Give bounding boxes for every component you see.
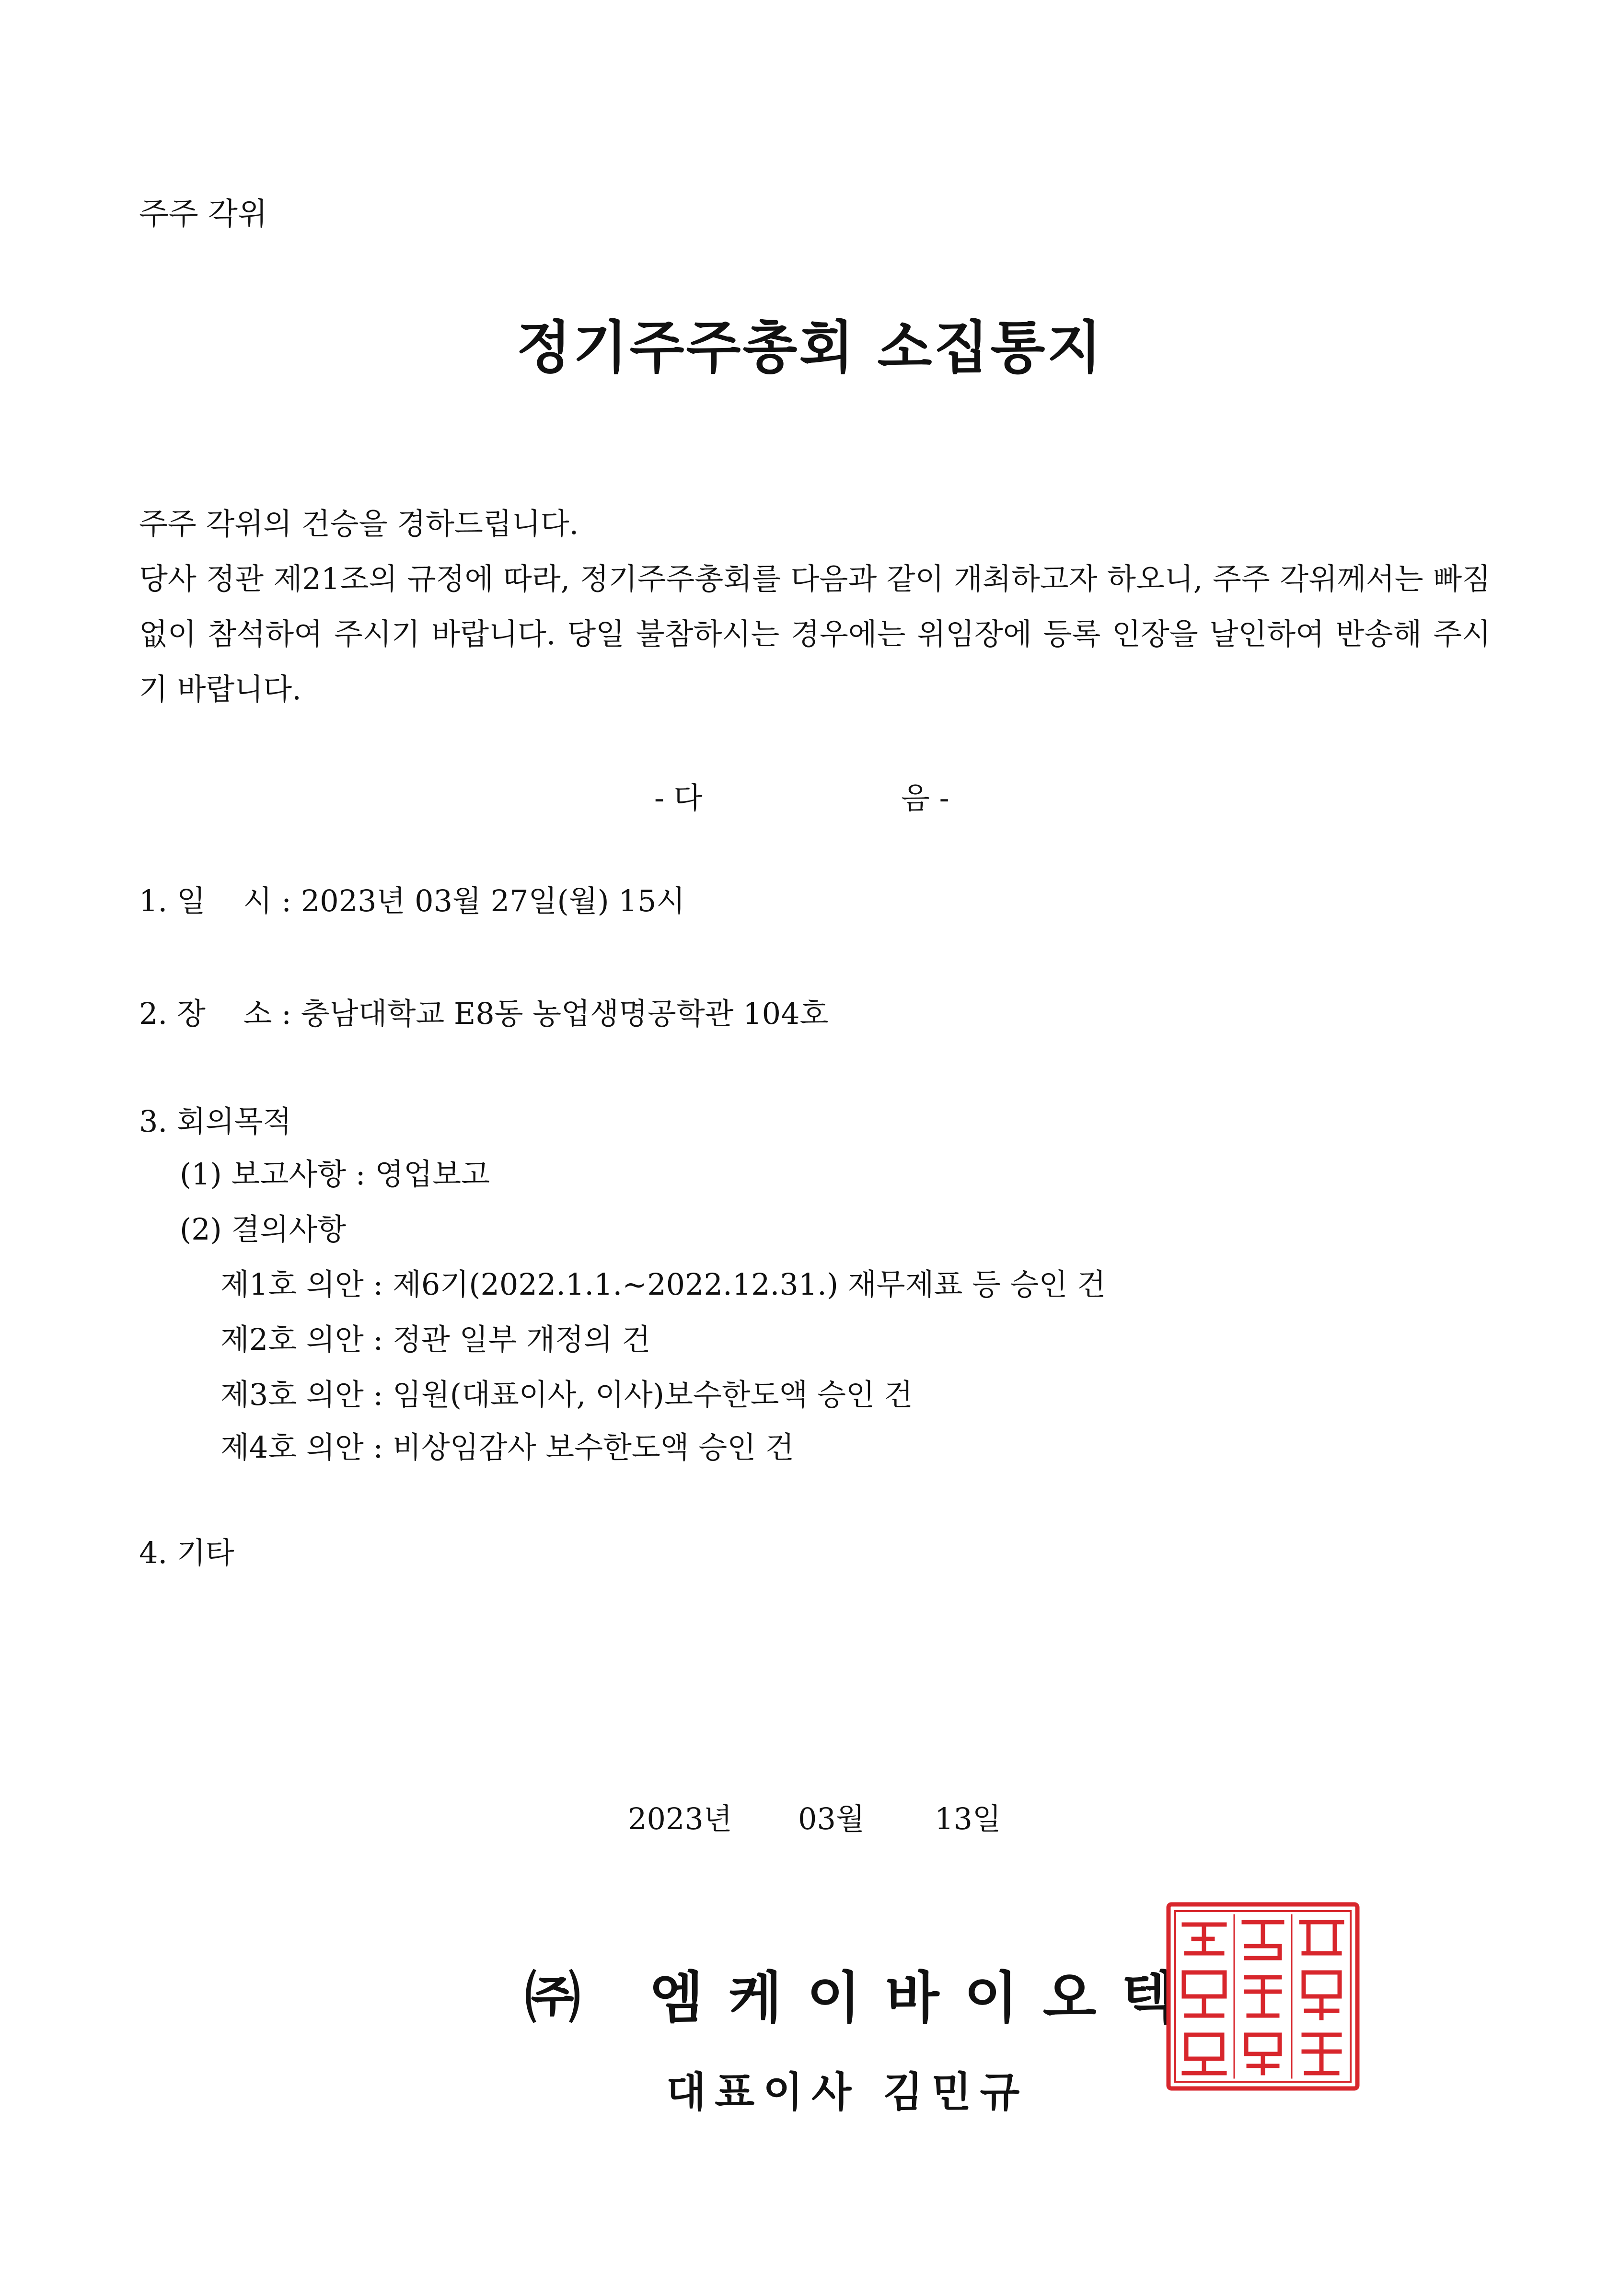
agenda-item: 제1호 의안 : 제6기(2022.1.1.~2022.12.31.) 재무제표 등 승인 건 [220, 1267, 1106, 1302]
item-other: 4. 기타 [139, 1535, 234, 1570]
company-seal-icon [1165, 1901, 1361, 2092]
main-paragraph: 당사 정관 제21조의 규정에 따라, 정기주주총회를 다음과 같이 개최하고자 하오니, 주주 각위께서는 빠짐없이 참석하여 주시기 바랍니다. 당일 불참하시는 경우에는 위임장에 등록 인장을 날인하여 반송해 주시기 바랍니다. [139, 561, 1491, 707]
item-resolution: (2) 결의사항 [180, 1212, 347, 1247]
item-report: (1) 보고사항 : 영업보고 [180, 1157, 490, 1192]
recipient: 주주 각위 [139, 197, 267, 232]
item-place: 2. 장 소 : 충남대학교 E8동 농업생명공학관 104호 [139, 996, 829, 1031]
agenda-item: 제2호 의안 : 정관 일부 개정의 건 [220, 1322, 651, 1357]
details-heading-right: 음 - [901, 780, 949, 815]
date-year: 2023년 [628, 1801, 732, 1836]
agenda-item: 제3호 의안 : 임원(대표이사, 이사)보수한도액 승인 건 [220, 1377, 913, 1412]
company-name: ㈜ 엠케이바이오텍 [525, 1966, 1200, 2030]
date-day: 13일 [935, 1801, 1001, 1836]
agenda-item: 제4호 의안 : 비상임감사 보수한도액 승인 건 [220, 1430, 794, 1465]
greeting: 주주 각위의 건승을 경하드립니다. [139, 506, 579, 541]
body-text [139, 496, 1491, 717]
item-datetime: 1. 일 시 : 2023년 03월 27일(월) 15시 [139, 883, 685, 918]
item-purpose: 3. 회의목적 [139, 1104, 292, 1139]
representative-name: 대표이사 김민규 [666, 2068, 1029, 2116]
document-title: 정기주주총회 소집통지 [516, 314, 1104, 381]
date-month: 03월 [798, 1801, 865, 1836]
details-heading-left: - 다 [654, 780, 703, 815]
